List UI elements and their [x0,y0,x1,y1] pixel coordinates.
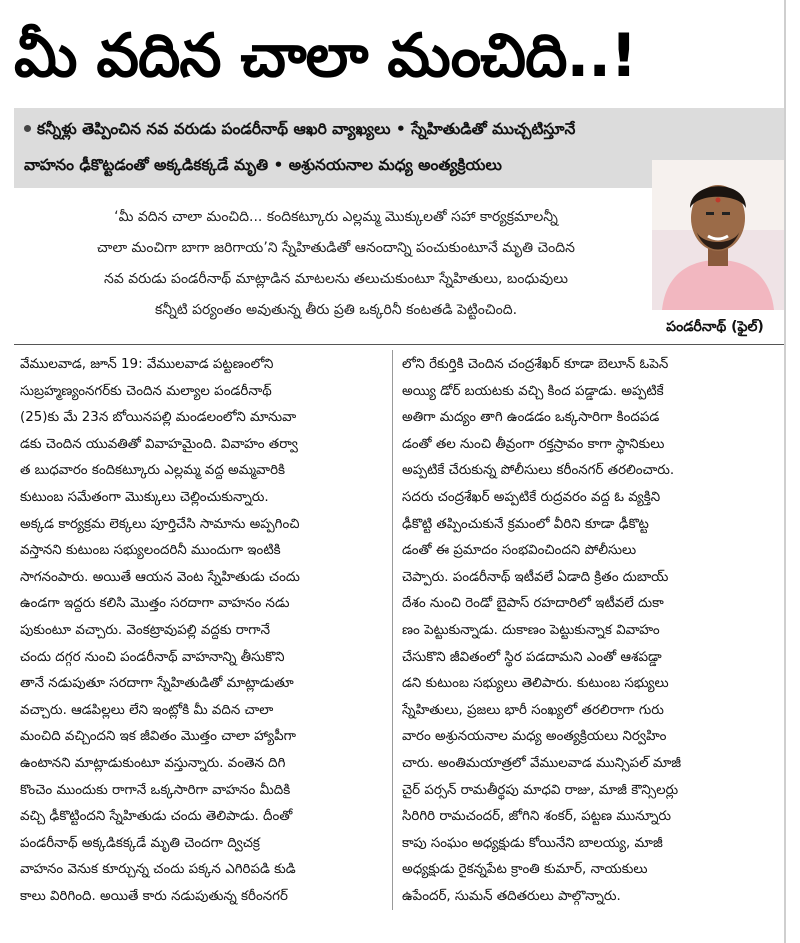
headline: మీ వదిన చాలా మంచిది..! [14,21,637,91]
body-line: మంచిది వచ్చిందని ఇక జీవితం మొత్తం చాలా హ్యాపీగా [20,729,296,745]
page-edge [784,0,786,943]
body-line: చారు. అంతిమయాత్రలో వేములవాడ మున్సిపల్ మాజీ [402,755,682,771]
body-line: కాలు విరిగింది. అయితే కారు నడుపుతున్న కరీంనగర్ [20,888,288,904]
pull-quote-line: చాలా మంచిగా బాగా జరిగాయ’ని స్నేహితుడితో ఆనందాన్ని పంచుకుంటూనే మృతి చెందిన [97,240,575,256]
pull-quote-line: ‘మీ వదిన చాలా మంచిది... కందికట్కూరు ఎల్లమ్మ మొక్కులతో సహా కార్యక్రమాలన్నీ [114,209,558,225]
subdeck-text-2: వాహనం ఢీకొట్టడంతో అక్కడికక్కడే మృతి • అశ్రునయనాల మధ్య అంత్యక్రియలు [24,156,502,174]
body-line: ఉంటానని మాట్లాడుకుంటూ వస్తున్నారు. వంతెన దిగి [20,755,286,771]
body-line: డని కుటుంబ సభ్యులు తెలిపారు. కుటుంబ సభ్యులు [402,676,669,692]
body-line: వచ్చి ఢీకొట్టిందని స్నేహితుడు చందు తెలిపాడు. దీంతో [20,809,293,825]
body-line: అయ్యి డోర్ బయటకు వచ్చి కింద పడ్డాడు. అప్పటికే [402,383,664,399]
body-line: లోని రేకుర్తికి చెందిన చంద్రశేఖర్ కూడా బెలూన్ ఓపెన్ [402,357,669,372]
pull-quote [30,202,642,332]
body-line: చైర్ పర్సన్ రామతీర్థపు మాధవి రాజు, మాజీ కౌన్సిలర్లు [402,782,679,798]
body-line: త బుధవారం కందికట్కూరు ఎల్లమ్మ వద్ద అమ్మవారికి [20,463,286,479]
subdeck-line-1 [24,112,774,146]
body-line: ఢీకొట్టి తప్పించుకునే క్రమంలో వీరిని కూడా ఢీకొట్ట [402,516,649,532]
photo-caption: పండరీనాథ్ (ఫైల్) [666,319,764,335]
body-line: సిరిగిరి రామచందర్, జోగిని శంకర్, పట్టణ మున్నూరు [402,809,671,825]
pull-quote-line: నవ వరుడు పండరీనాథ్ మాట్లాడిన మాటలను తలుచుకుంటూ స్నేహితులు, బంధువులు [104,271,568,287]
portrait-image [652,160,784,310]
body-line: ణం పెట్టుకున్నాడు. దుకాణం పెట్టుకున్నాక వివాహం [402,622,660,638]
body-line: వాహనం వెనుక కూర్చున్న చందు పక్కన ఎగిరిపడి కుడి [20,862,296,878]
article-column-right [402,352,770,912]
body-line: వచ్చారు. ఆడపిల్లలు లేని ఇంట్లోకి మీ వదిన చాలా [20,702,274,718]
body-line: కుటుంబ సమేతంగా మొక్కులు చెల్లించుకున్నారు. [20,489,269,505]
pull-quote-line: కన్నీటి పర్యంతం అవుతున్న తీరు ప్రతి ఒక్కరినీ కంటతడి పెట్టించింది. [154,302,518,318]
bullet-icon [24,125,31,132]
body-line: సదరు చంద్రశేఖర్ అప్పటికే రుద్రవరం వద్ద ఓ వ్యక్తిని [402,489,661,505]
body-line: డకు చెందిన యువతితో వివాహమైంది. వివాహం తర్వా [20,436,298,452]
body-line: సుబ్రహ్మణ్యంనగర్‌కు చెందిన మల్యాల పండరీనాథ్ [20,383,272,399]
body-line: కాపు సంఘం అధ్యక్షుడు కోయినేని బాలయ్య, మాజీ [402,835,663,851]
subdeck-text-1: కన్నీళ్లు తెప్పించిన నవ వరుడు పండరీనాథ్ ఆఖరి వ్యాఖ్యలు • స్నేహితుడితో ముచ్చటిస్తూనే [37,120,576,138]
article-column-left [20,352,388,912]
body-line: అతిగా మద్యం తాగి ఉండడం ఒక్కసారిగా కిందపడ [402,410,660,426]
body-line: చేసుకొని జీవితంలో స్థిర పడదామని ఎంతో ఆశపడ్డా [402,649,662,665]
body-line: డంతో ఈ ప్రమాదం సంభవించిందని పోలీసులు [402,543,637,559]
body-line: తానే నడుపుతూ సరదాగా స్నేహితుడితో మాట్లాడుతూ [20,676,294,692]
body-line: వేములవాడ, జూన్ 19: వేములవాడ పట్టణంలోని [20,357,274,372]
body-line: సాగనంపారు. అయితే ఆయన వెంట స్నేహితుడు చందు [20,569,300,585]
body-line: అప్పటికే చేరుకున్న పోలీసులు కరీంనగర్ తరలించారు. [402,463,675,479]
body-line: వస్తానని కుటుంబ సభ్యులందరినీ ముందుగా ఇంటికి [20,543,281,559]
body-line: అధ్యక్షుడు రైకన్నపేట క్రాంతి కుమార్, నాయకులు [402,862,648,878]
body-line: వారం అశ్రునయనాల మధ్య అంత్యక్రియలు నిర్వహిం [402,729,667,745]
body-line: స్నేహితులు, ప్రజలు భారీ సంఖ్యలో తరలిరాగా గురు [402,702,664,718]
body-line: ఉండగా ఇద్దరు కలిసి మొత్తం సరదాగా వాహనం నడు [20,596,290,612]
portrait-photo [652,160,784,310]
body-line: చందు దగ్గర నుంచి పండరీనాథ్ వాహనాన్ని తీసుకొని [20,649,285,665]
body-line: కొంచెం ముందుకు రాగానే ఒక్కసారిగా వాహనం మీదికి [20,782,291,798]
body-line: ఉపేందర్, సుమన్ తదితరులు పాల్గొన్నారు. [402,888,621,904]
body-line: దేశం నుంచి రెండో బైపాస్ రహదారిలో ఇటీవలే దుకా [402,596,664,612]
body-line: అక్కడ కార్యక్రమ లెక్కలు పూర్తిచేసి సామాను అప్పగించి [20,516,300,532]
column-divider [392,350,393,910]
body-line: పుకుంటూ వచ్చారు. వెంకట్రావుపల్లి వద్దకు రాగానే [20,622,271,638]
divider [14,344,784,345]
body-line: పండరీనాథ్ అక్కడికక్కడే మృతి చెందగా ద్విచక్ర [20,835,260,851]
body-line: చెప్పారు. పండరీనాథ్ ఇటీవలే ఏడాది క్రితం దుబాయ్ [402,569,669,585]
body-line: (25)కు మే 23న బోయినపల్లి మండలంలోని మానువా [20,410,297,426]
body-line: డంతో తల నుంచి తీవ్రంగా రక్తస్రావం కాగా స్థానికులు [402,436,665,452]
